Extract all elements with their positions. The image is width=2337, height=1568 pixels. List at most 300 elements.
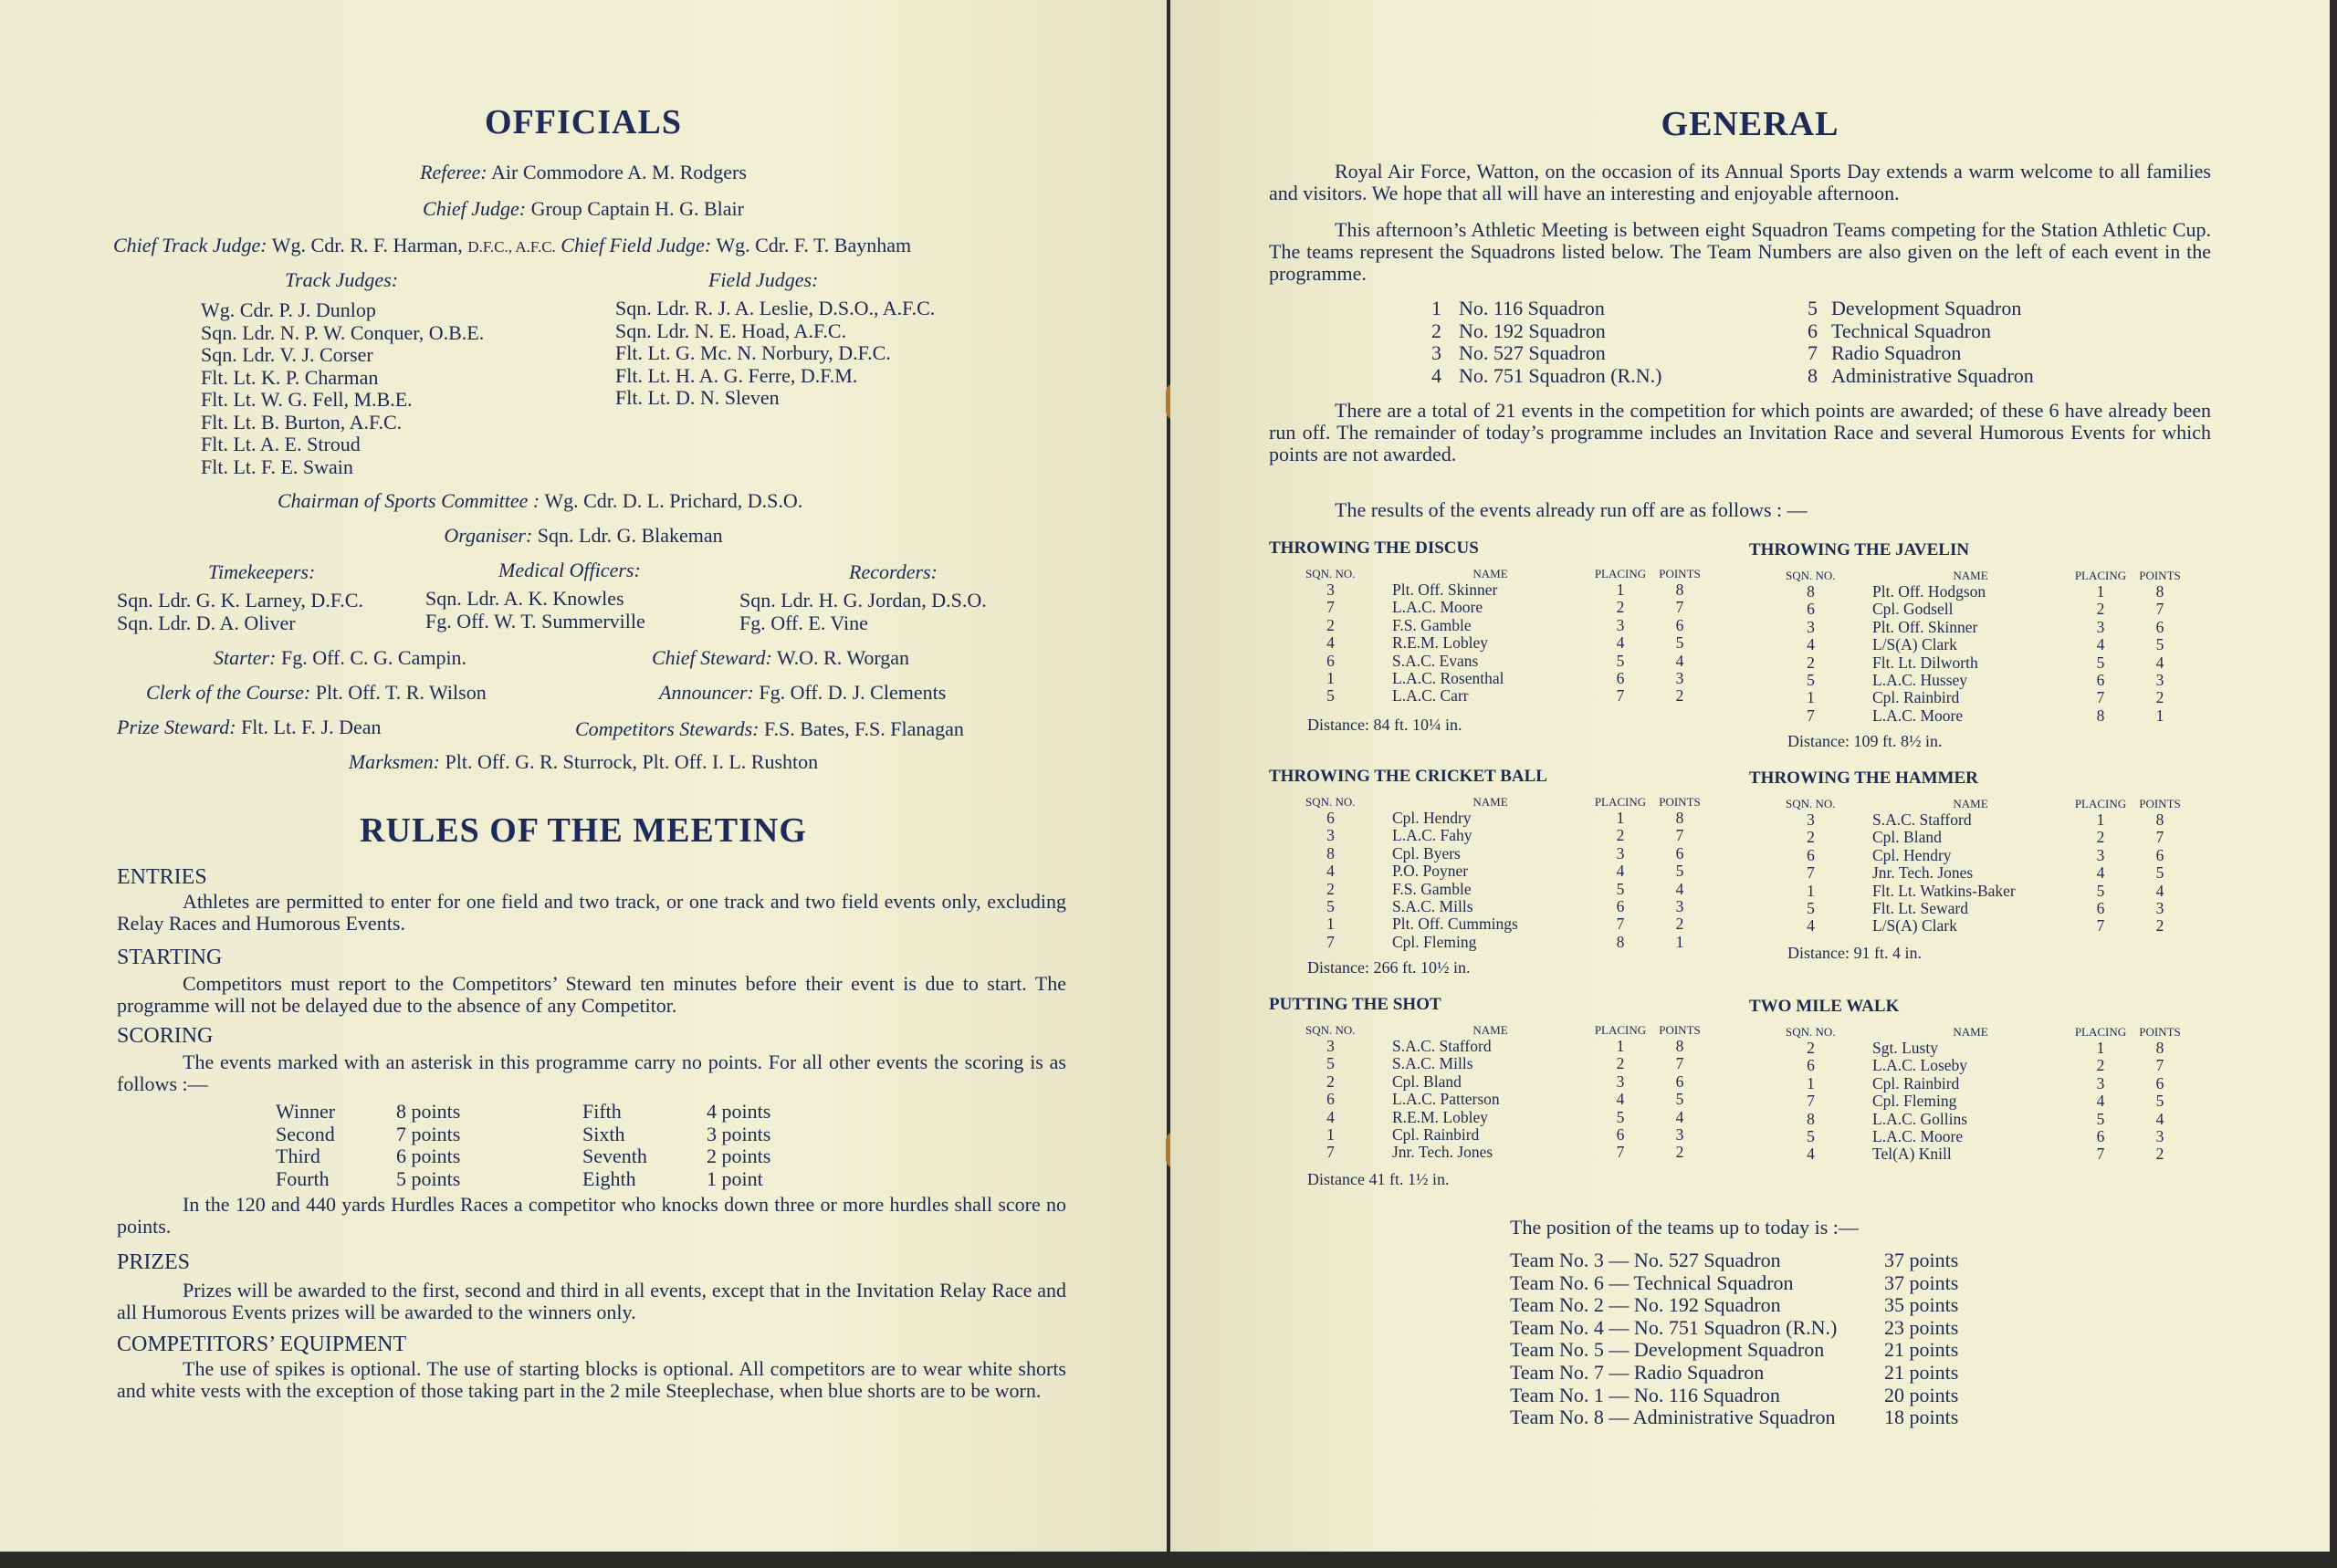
squadron-number: 3	[1807, 810, 1815, 829]
placing: 6	[1616, 669, 1625, 688]
recorders-label: Recorders:	[849, 560, 938, 583]
scoring-text	[117, 1051, 1066, 1095]
points: 5	[1675, 1090, 1684, 1109]
entries-heading: ENTRIES	[117, 865, 207, 889]
column-header-name: NAME	[1472, 1023, 1508, 1037]
table-row	[1786, 1040, 2187, 1057]
competitor-name: Plt. Off. Skinner	[1872, 617, 1978, 636]
points: 3	[1675, 1125, 1684, 1145]
placing: 7	[2096, 916, 2105, 936]
prize-steward-line	[117, 716, 382, 739]
results-header-row	[1305, 794, 1707, 810]
table-row	[1786, 883, 2187, 900]
standing-row	[1510, 1272, 1958, 1295]
competitor-name: Cpl. Bland	[1392, 1071, 1462, 1091]
table-row	[1786, 654, 2187, 672]
place: Fifth	[582, 1100, 622, 1123]
squadron-no: 7	[1808, 341, 1818, 364]
squadron-number: 5	[1326, 1054, 1335, 1073]
table-row	[1305, 599, 1707, 616]
team-points: 23 points	[1884, 1315, 1959, 1339]
placing: 3	[1616, 1071, 1625, 1091]
table-row	[1786, 636, 2187, 653]
track-judge: Flt. Lt. K. P. Charman	[201, 365, 379, 389]
events-body: There are a total of 21 events in the competition for which points are awarded; of these 6 have already been run off. The remainder of today’s programme includes an Invitation Race and several Humorous Events for which points are not awarded.	[1269, 399, 2211, 465]
squadron-name: No. 116 Squadron	[1459, 297, 1605, 319]
points: 3	[1675, 897, 1684, 916]
team-name: Team No. 5 — Development Squadron	[1510, 1338, 1825, 1362]
squadron-number: 6	[1807, 1056, 1815, 1075]
timekeeper: Sqn. Ldr. D. A. Oliver	[117, 611, 296, 634]
competitor-name: Plt. Off. Hodgson	[1872, 582, 1986, 601]
table-row	[1786, 583, 2187, 601]
points: 2	[1675, 1143, 1684, 1162]
squadron-no: 1	[1431, 297, 1441, 319]
placing: 5	[2096, 653, 2105, 672]
competitor-name: F.S. Gamble	[1392, 879, 1472, 898]
points: 4	[2155, 1109, 2164, 1128]
timekeepers-list	[117, 590, 363, 634]
squadron-item	[1431, 365, 2034, 388]
points: 2	[2155, 916, 2164, 936]
squadron-list-left	[1431, 298, 2034, 387]
scoring-table	[276, 1101, 770, 1190]
squadron-no: 4	[1431, 363, 1441, 387]
team-name: Team No. 6 — Technical Squadron	[1510, 1270, 1794, 1294]
results-header-row	[1305, 566, 1707, 581]
results-header-row	[1305, 1022, 1707, 1038]
chief-track-judge-line	[113, 234, 911, 257]
placing: 3	[2096, 845, 2105, 864]
hurdles-text	[117, 1194, 1066, 1238]
events-text	[1269, 400, 2211, 465]
placing: 4	[1616, 862, 1625, 881]
team-name: Team No. 8 — Administrative Squadron	[1510, 1406, 1836, 1429]
organiser-line	[0, 524, 1167, 548]
table-row	[1305, 581, 1707, 599]
placing: 1	[2096, 582, 2105, 601]
table-row	[1305, 653, 1707, 670]
squadron-number: 8	[1326, 843, 1335, 862]
chief-steward-line	[652, 646, 909, 670]
competitor-name: Cpl. Fleming	[1872, 1092, 1957, 1111]
table-row	[1305, 1144, 1707, 1161]
intro-text	[1269, 161, 2211, 204]
squadron-item	[1431, 342, 2034, 365]
squadron-no: 8	[1808, 363, 1818, 387]
field-judge: Flt. Lt. H. A. G. Ferre, D.F.M.	[615, 363, 858, 387]
chief-field-judge-value: Wg. Cdr. F. T. Baynham	[716, 234, 912, 256]
points: 6	[1675, 843, 1684, 862]
squadron-number: 4	[1326, 862, 1335, 881]
left-page	[0, 0, 1167, 1552]
column-header-points: POINTS	[2139, 1025, 2181, 1039]
points: 2	[2155, 688, 2164, 707]
placing: 3	[2096, 617, 2105, 636]
chairman-label: Chairman of Sports Committee :	[278, 489, 540, 512]
meeting-body: This afternoon’s Athletic Meeting is between eight Squadron Teams competing for the Station Athletic Cup. The teams represent the Squadrons listed below. The Team Numbers are also given on the left of each event in the programme.	[1269, 218, 2211, 285]
track-judges-list	[201, 299, 484, 478]
marksmen-label: Marksmen:	[348, 750, 441, 773]
squadron-no: 2	[1431, 319, 1441, 342]
squadron-number: 7	[1326, 932, 1335, 951]
points: 3 points	[707, 1122, 771, 1145]
points: 7	[2155, 1056, 2164, 1075]
results-intro: The results of the events already run off are as follows : —	[1335, 498, 1808, 521]
points: 2	[1675, 915, 1684, 934]
placing: 7	[2096, 688, 2105, 707]
squadron-item	[1431, 298, 2034, 320]
chief-track-judge-label: Chief Track Judge:	[113, 234, 267, 256]
chief-steward-label: Chief Steward:	[652, 646, 772, 669]
squadron-number: 2	[1326, 879, 1335, 898]
team-name: Team No. 7 — Radio Squadron	[1510, 1360, 1765, 1384]
equipment-text	[117, 1358, 1066, 1402]
points: 7	[1675, 598, 1684, 617]
squadron-number: 1	[1326, 915, 1335, 934]
competitor-name: L.A.C. Loseby	[1872, 1056, 1968, 1075]
prize-steward-value: Flt. Lt. F. J. Dean	[241, 716, 382, 738]
team-points: 37 points	[1884, 1249, 1959, 1271]
entries-body: Athletes are permitted to enter for one field and two track, or one track and two field events only, excluding Relay Races and Humorous Events.	[117, 890, 1066, 935]
table-row	[1305, 915, 1707, 933]
squadron-name: No. 751 Squadron (R.N.)	[1459, 363, 1662, 387]
placing: 1	[1616, 809, 1625, 827]
field-judge: Flt. Lt. G. Mc. N. Norbury, D.F.C.	[615, 341, 891, 364]
points: 6	[1675, 615, 1684, 634]
medical-officer: Sqn. Ldr. A. K. Knowles	[425, 587, 624, 610]
placing: 4	[2096, 635, 2105, 654]
competitor-name: S.A.C. Mills	[1392, 1054, 1473, 1073]
points: 4	[1675, 879, 1684, 898]
squadron-item	[1431, 320, 2034, 343]
competitor-name: Cpl. Hendry	[1872, 845, 1952, 864]
competitor-name: L.A.C. Moore	[1872, 1127, 1964, 1146]
points: 5 points	[396, 1166, 461, 1190]
medical-list	[425, 588, 645, 632]
scoring-row	[276, 1168, 770, 1191]
competitor-name: L.A.C. Moore	[1392, 598, 1483, 617]
table-row	[1305, 862, 1707, 880]
squadron-number: 3	[1807, 617, 1815, 636]
column-header-points: POINTS	[2139, 797, 2181, 810]
points: 7	[2155, 828, 2164, 847]
referee-line	[0, 161, 1167, 184]
placing: 1	[2096, 810, 2105, 829]
squadron-name: No. 527 Squadron	[1459, 341, 1606, 364]
table-row	[1786, 707, 2187, 725]
table-row	[1786, 847, 2187, 864]
column-header-name: NAME	[1472, 567, 1508, 580]
squadron-number: 8	[1807, 582, 1815, 601]
points: 8	[2155, 582, 2164, 601]
starting-text	[117, 973, 1066, 1017]
table-row	[1305, 1126, 1707, 1144]
chairman-value: Wg. Cdr. D. L. Prichard, D.S.O.	[544, 489, 803, 512]
chief-track-judge-honours: D.F.C., A.F.C.	[467, 238, 556, 256]
competitors-stewards-label: Competitors Stewards:	[575, 717, 760, 740]
recorders-list	[739, 590, 987, 634]
right-page	[1170, 0, 2330, 1552]
starting-body: Competitors must report to the Competitors’ Steward ten minutes before their event is due to start. The programme will not be delayed due to the absence of any Competitor.	[117, 972, 1066, 1017]
placing: 3	[1616, 615, 1625, 634]
placing: 4	[1616, 633, 1625, 653]
points: 8	[1675, 809, 1684, 827]
column-header-points: POINTS	[1659, 567, 1701, 580]
starter-label: Starter:	[214, 646, 277, 669]
squadron-number: 6	[1807, 845, 1815, 864]
points: 7	[2155, 600, 2164, 619]
squadron-number: 2	[1807, 1039, 1815, 1057]
table-row	[1786, 1111, 2187, 1128]
points: 2	[1675, 686, 1684, 706]
points: 3	[1675, 669, 1684, 688]
competitor-name: L.A.C. Hussey	[1872, 671, 1968, 690]
placing: 1	[1616, 1037, 1625, 1055]
points: 4	[2155, 653, 2164, 672]
placing: 8	[2096, 706, 2105, 725]
recorder: Sqn. Ldr. H. G. Jordan, D.S.O.	[739, 589, 987, 612]
competitor-name: L.A.C. Rosenthal	[1392, 669, 1504, 688]
column-header-sqn: SQN. NO.	[1305, 795, 1356, 809]
placing: 5	[1616, 1107, 1625, 1126]
timekeeper: Sqn. Ldr. G. K. Larney, D.F.C.	[117, 589, 363, 612]
points: 6	[2155, 845, 2164, 864]
points: 6	[2155, 1073, 2164, 1092]
points: 7	[1675, 826, 1684, 845]
placing: 4	[2096, 863, 2105, 883]
table-row	[1305, 670, 1707, 687]
points: 5	[2155, 1092, 2164, 1111]
event-distance: Distance: 109 ft. 8½ in.	[1787, 732, 1943, 750]
points: 8	[2155, 1039, 2164, 1057]
column-header-sqn: SQN. NO.	[1305, 567, 1356, 580]
column-header-placing: PLACING	[2074, 569, 2127, 582]
squadron-number: 6	[1326, 651, 1335, 670]
squadron-name: Administrative Squadron	[1831, 363, 2034, 387]
column-header-sqn: SQN. NO.	[1305, 1023, 1356, 1037]
table-row	[1305, 634, 1707, 652]
squadron-name: Radio Squadron	[1831, 341, 1962, 364]
standing-row	[1510, 1362, 1958, 1385]
chief-judge-label: Chief Judge:	[423, 197, 527, 220]
clerk-label: Clerk of the Course:	[146, 681, 311, 704]
table-row	[1786, 917, 2187, 935]
placing: 3	[1616, 843, 1625, 862]
column-header-placing: PLACING	[1594, 1023, 1647, 1037]
standing-row	[1510, 1294, 1958, 1317]
competitor-name: L.A.C. Carr	[1392, 686, 1469, 706]
competitor-name: L.A.C. Moore	[1872, 706, 1964, 725]
chairman-line	[278, 489, 802, 513]
table-row	[1786, 1092, 2187, 1110]
competitor-name: S.A.C. Stafford	[1872, 810, 1972, 829]
field-judge: Sqn. Ldr. R. J. A. Leslie, D.S.O., A.F.C.	[615, 297, 936, 319]
placing: 3	[2096, 1073, 2105, 1092]
table-row	[1305, 687, 1707, 705]
standings-table	[1510, 1249, 1958, 1429]
column-header-placing: PLACING	[2074, 797, 2127, 810]
competitor-name: Tel(A) Knill	[1872, 1145, 1952, 1164]
officials-title: OFFICIALS	[485, 103, 682, 141]
track-judge: Sqn. Ldr. N. P. W. Conquer, O.B.E.	[201, 320, 485, 344]
clerk-value: Plt. Off. T. R. Wilson	[315, 681, 487, 704]
chief-field-judge-label: Chief Field Judge:	[561, 234, 712, 256]
placing: 6	[2096, 671, 2105, 690]
column-header-placing: PLACING	[1594, 567, 1647, 580]
team-points: 21 points	[1884, 1360, 1959, 1384]
place: Eighth	[582, 1166, 636, 1190]
placing: 6	[1616, 1125, 1625, 1145]
placing: 2	[1616, 826, 1625, 845]
column-header-placing: PLACING	[2074, 1025, 2127, 1039]
competitor-name: P.O. Poyner	[1392, 862, 1469, 881]
team-name: Team No. 2 — No. 192 Squadron	[1510, 1293, 1781, 1317]
announcer-label: Announcer:	[659, 681, 754, 704]
competitor-name: Jnr. Tech. Jones	[1392, 1143, 1493, 1162]
table-row	[1305, 827, 1707, 844]
table-row	[1305, 617, 1707, 634]
field-judge: Flt. Lt. D. N. Sleven	[615, 386, 780, 409]
place: Seventh	[582, 1145, 647, 1167]
place: Second	[276, 1122, 335, 1145]
position-intro: The position of the teams up to today is :—	[1510, 1216, 1859, 1239]
competitor-name: Flt. Lt. Dilworth	[1872, 653, 1978, 672]
table-row	[1305, 934, 1707, 951]
squadron-number: 7	[1326, 1143, 1335, 1162]
competitor-name: Jnr. Tech. Jones	[1872, 863, 1974, 883]
team-points: 35 points	[1884, 1293, 1959, 1317]
chief-judge-value: Group Captain H. G. Blair	[530, 197, 744, 220]
place: Sixth	[582, 1122, 625, 1145]
track-judge: Flt. Lt. B. Burton, A.F.C.	[201, 410, 403, 434]
squadron-number: 7	[1326, 598, 1335, 617]
column-header-name: NAME	[1472, 795, 1508, 809]
chief-judge-line	[0, 197, 1167, 221]
squadron-number: 1	[1807, 1073, 1815, 1092]
competitor-name: Cpl. Rainbird	[1872, 688, 1960, 707]
points: 4	[1675, 1107, 1684, 1126]
table-row	[1786, 672, 2187, 689]
placing: 2	[2096, 828, 2105, 847]
medical-officer: Fg. Off. W. T. Summerville	[425, 609, 645, 632]
table-row	[1305, 1109, 1707, 1126]
table-row	[1786, 1057, 2187, 1074]
placing: 2	[2096, 1056, 2105, 1075]
points: 1	[2155, 706, 2164, 725]
event-title: THROWING THE JAVELIN	[1749, 540, 1970, 559]
chief-track-judge-value: Wg. Cdr. R. F. Harman,	[271, 234, 463, 256]
competitor-name: R.E.M. Lobley	[1392, 633, 1488, 653]
competitor-name: Cpl. Bland	[1872, 828, 1942, 847]
team-name: Team No. 1 — No. 116 Squadron	[1510, 1383, 1780, 1406]
column-header-points: POINTS	[1659, 795, 1701, 809]
scoring-row	[276, 1124, 770, 1146]
placing: 2	[1616, 598, 1625, 617]
event-title: THROWING THE HAMMER	[1749, 768, 1978, 788]
track-judges-label: Track Judges:	[285, 268, 399, 291]
points: 2	[2155, 1145, 2164, 1164]
squadron-number: 4	[1326, 633, 1335, 653]
placing: 6	[1616, 897, 1625, 916]
competitors-stewards-line	[575, 717, 964, 741]
competitor-name: S.A.C. Stafford	[1392, 1037, 1492, 1055]
placing: 2	[1616, 1054, 1625, 1073]
placing: 2	[2096, 600, 2105, 619]
squadron-name: No. 192 Squadron	[1459, 319, 1606, 342]
team-name: Team No. 4 — No. 751 Squadron (R.N.)	[1510, 1315, 1838, 1339]
marksmen-value: Plt. Off. G. R. Sturrock, Plt. Off. I. L. Rushton	[445, 750, 819, 773]
placing: 1	[2096, 1039, 2105, 1057]
squadron-number: 5	[1807, 899, 1815, 918]
competitor-name: L/S(A) Clark	[1872, 916, 1957, 936]
squadron-number: 1	[1326, 1125, 1335, 1145]
points: 6	[2155, 617, 2164, 636]
clerk-line	[146, 681, 487, 705]
placing: 5	[1616, 651, 1625, 670]
prizes-body: Prizes will be awarded to the first, second and third in all events, except that in the Invitation Relay Race and all Humorous Events prizes will be awarded to the winners only.	[117, 1279, 1066, 1323]
squadron-number: 6	[1807, 600, 1815, 619]
squadron-number: 5	[1326, 686, 1335, 706]
competitor-name: L.A.C. Fahy	[1392, 826, 1472, 845]
points: 1 point	[707, 1166, 763, 1190]
table-row	[1786, 829, 2187, 846]
results-table	[1305, 1022, 1707, 1162]
points: 4	[2155, 881, 2164, 900]
competitor-name: Cpl. Rainbird	[1872, 1073, 1960, 1092]
points: 2 points	[707, 1145, 771, 1167]
squadron-number: 5	[1326, 897, 1335, 916]
points: 5	[2155, 635, 2164, 654]
squadron-number: 4	[1807, 1145, 1815, 1164]
squadron-number: 1	[1326, 669, 1335, 688]
team-points: 18 points	[1884, 1406, 1959, 1429]
field-judges-label: Field Judges:	[708, 268, 819, 291]
table-row	[1305, 810, 1707, 827]
squadron-number: 6	[1326, 1090, 1335, 1109]
event-title: THROWING THE DISCUS	[1269, 538, 1479, 558]
table-row	[1305, 1055, 1707, 1072]
competitor-name: Flt. Lt. Watkins-Baker	[1872, 881, 2016, 900]
points: 8	[1675, 1037, 1684, 1055]
competitor-name: Cpl. Byers	[1392, 843, 1461, 862]
competitor-name: S.A.C. Evans	[1392, 651, 1479, 670]
squadron-number: 4	[1807, 635, 1815, 654]
event-distance: Distance 41 ft. 1½ in.	[1307, 1170, 1450, 1188]
team-points: 37 points	[1884, 1270, 1959, 1294]
scoring-row	[276, 1145, 770, 1168]
announcer-value: Fg. Off. D. J. Clements	[759, 681, 947, 704]
competitor-name: L.A.C. Patterson	[1392, 1090, 1500, 1109]
points: 5	[2155, 863, 2164, 883]
placing: 5	[1616, 879, 1625, 898]
squadron-number: 7	[1807, 1092, 1815, 1111]
results-table	[1786, 796, 2187, 936]
competitor-name: L.A.C. Gollins	[1872, 1109, 1968, 1128]
chief-steward-value: W.O. R. Worgan	[776, 646, 910, 669]
standing-row	[1510, 1317, 1958, 1340]
squadron-number: 4	[1807, 916, 1815, 936]
points: 6 points	[396, 1145, 461, 1167]
competitors-stewards-value: F.S. Bates, F.S. Flanagan	[763, 717, 964, 740]
referee-value: Air Commodore A. M. Rodgers	[491, 161, 747, 183]
track-judge: Flt. Lt. A. E. Stroud	[201, 433, 361, 455]
track-judge: Wg. Cdr. P. J. Dunlop	[201, 298, 376, 321]
results-header-row	[1786, 568, 2187, 583]
standing-row	[1510, 1339, 1958, 1362]
table-row	[1786, 1145, 2187, 1163]
column-header-placing: PLACING	[1594, 795, 1647, 809]
